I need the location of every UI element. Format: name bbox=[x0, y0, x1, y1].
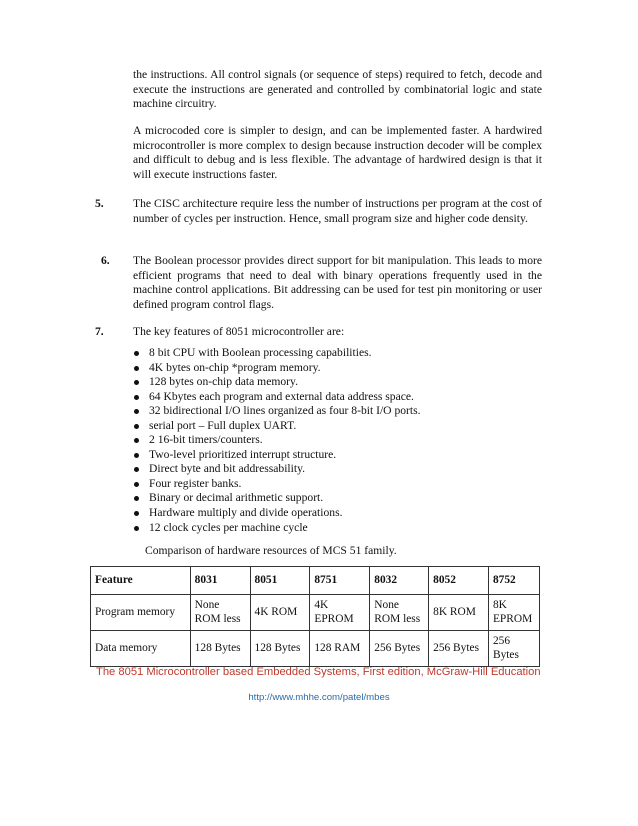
bullet-icon bbox=[134, 424, 139, 429]
table-row bbox=[91, 631, 540, 667]
bullet-icon bbox=[134, 511, 139, 516]
bullet-icon bbox=[134, 467, 139, 472]
bullet-icon bbox=[134, 366, 139, 371]
header-cell: 8032 bbox=[370, 567, 429, 595]
table-header-row bbox=[91, 567, 540, 595]
header-cell: 8751 bbox=[310, 567, 370, 595]
bullet-icon bbox=[134, 526, 139, 531]
list-item: Four register banks. bbox=[133, 477, 533, 492]
bullet-icon bbox=[134, 351, 139, 356]
table-caption: Comparison of hardware resources of MCS 51 family. bbox=[145, 544, 397, 557]
bullet-icon bbox=[134, 409, 139, 414]
list-item: 64 Kbytes each program and external data address space. bbox=[133, 390, 533, 405]
item-5-number: 5. bbox=[95, 197, 104, 210]
table-cell: 8K ROM bbox=[429, 595, 489, 631]
table-cell: 256 Bytes bbox=[488, 631, 539, 667]
item-7-number: 7. bbox=[95, 325, 104, 338]
bullet-icon bbox=[134, 496, 139, 501]
list-item: Two-level prioritized interrupt structure. bbox=[133, 448, 533, 463]
bullet-icon bbox=[134, 395, 139, 400]
bullet-icon bbox=[134, 453, 139, 458]
list-item: 12 clock cycles per machine cycle bbox=[133, 521, 533, 536]
header-cell: 8052 bbox=[429, 567, 489, 595]
list-item: Binary or decimal arithmetic support. bbox=[133, 491, 533, 506]
table-cell: 4K ROM bbox=[250, 595, 310, 631]
list-item: 8 bit CPU with Boolean processing capabilities. bbox=[133, 346, 533, 361]
table-cell: 4K EPROM bbox=[310, 595, 370, 631]
list-item: 2 16-bit timers/counters. bbox=[133, 433, 533, 448]
item-7-text: The key features of 8051 microcontroller are: bbox=[133, 325, 345, 338]
footer-citation: The 8051 Microcontroller based Embedded Systems, First edition, McGraw-Hill Education bbox=[96, 666, 541, 678]
table-cell: None ROM less bbox=[370, 595, 429, 631]
header-cell: 8051 bbox=[250, 567, 310, 595]
bullet-icon bbox=[134, 438, 139, 443]
table-cell: 8K EPROM bbox=[488, 595, 539, 631]
header-cell: 8031 bbox=[190, 567, 250, 595]
feature-list bbox=[133, 346, 533, 535]
table-cell: Data memory bbox=[91, 631, 191, 667]
list-item: 128 bytes on-chip data memory. bbox=[133, 375, 533, 390]
item-6-text: The Boolean processor provides direct support for bit manipulation. This leads to more efficient programs that need to deal with binary operations frequently used in the machine control applications. Bit addressing can be used for test pin monitoring or user defined program control flags. bbox=[133, 254, 542, 311]
bullet-icon bbox=[134, 482, 139, 487]
list-item: 32 bidirectional I/O lines organized as four 8-bit I/O ports. bbox=[133, 404, 533, 419]
intro-paragraph: the instructions. All control signals (or sequence of steps) required to fetch, decode and execute the instructions are generated and controlled by combinatorial logic and state machine circuitry. bbox=[133, 68, 542, 111]
table-cell: 256 Bytes bbox=[370, 631, 429, 667]
header-cell: 8752 bbox=[488, 567, 539, 595]
table-row bbox=[91, 595, 540, 631]
list-item: Hardware multiply and divide operations. bbox=[133, 506, 533, 521]
table-cell: 128 Bytes bbox=[250, 631, 310, 667]
microcoded-paragraph: A microcoded core is simpler to design, and can be implemented faster. A hardwired microcontroller is more complex to design because instruction decoder will be complex and difficult to debug and is less flexible. The advantage of hardwired design is that it will execute instructions faster. bbox=[133, 124, 542, 181]
list-item: 4K bytes on-chip *program memory. bbox=[133, 361, 533, 376]
table-cell: Program memory bbox=[91, 595, 191, 631]
table-cell: None ROM less bbox=[190, 595, 250, 631]
list-item: Direct byte and bit addressability. bbox=[133, 462, 533, 477]
list-item: serial port – Full duplex UART. bbox=[133, 419, 533, 434]
bullet-icon bbox=[134, 380, 139, 385]
table-cell: 128 Bytes bbox=[190, 631, 250, 667]
comparison-table bbox=[90, 566, 540, 667]
header-cell: Feature bbox=[91, 567, 191, 595]
item-6-number: 6. bbox=[101, 254, 110, 267]
table-cell: 256 Bytes bbox=[429, 631, 489, 667]
table-cell: 128 RAM bbox=[310, 631, 370, 667]
footer-url[interactable]: http://www.mhhe.com/patel/mbes bbox=[248, 692, 390, 703]
item-5-text: The CISC architecture require less the number of instructions per program at the cost of number of cycles per instruction. Hence, small program size and higher code density. bbox=[133, 197, 542, 225]
